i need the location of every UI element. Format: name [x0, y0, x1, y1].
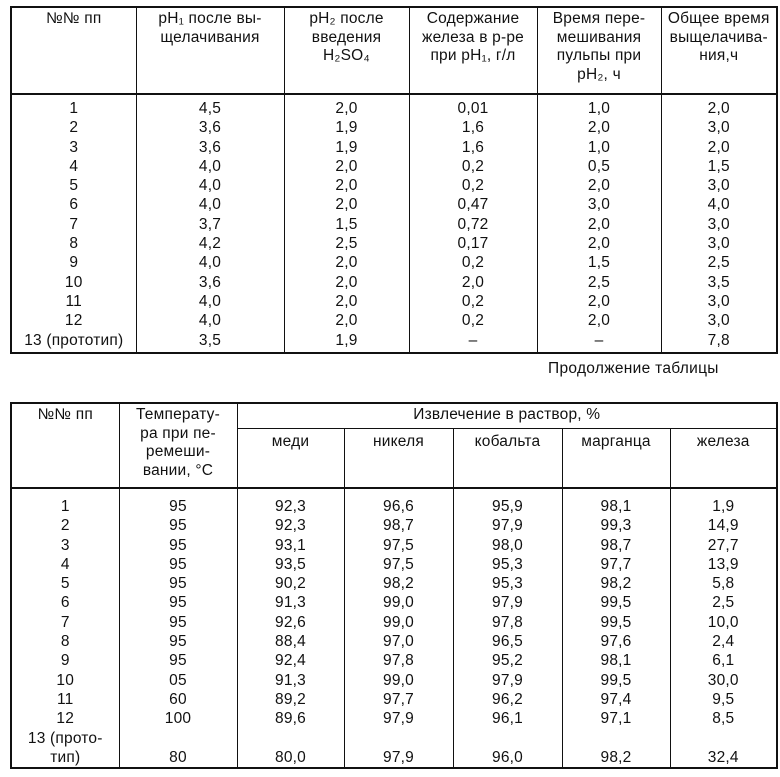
table-cell: 97,6: [562, 632, 670, 651]
table-cell: 7: [11, 215, 136, 234]
table-cell: 13 (прото- тип): [11, 729, 119, 768]
table-cell: 3,0: [661, 176, 777, 195]
header-cell-iron-content: Содержание железа в р-ре при pH₁, г/л: [409, 7, 537, 94]
table-row: [11, 234, 777, 253]
table-cell: 1,9: [284, 331, 409, 353]
table-cell: 97,9: [453, 593, 562, 612]
table-row: [11, 729, 777, 768]
table-cell: 3,6: [136, 118, 284, 137]
table-cell: 100: [119, 709, 237, 728]
table-cell: 96,5: [453, 632, 562, 651]
table-cell: 2,0: [661, 138, 777, 157]
table-cell: 14,9: [670, 516, 777, 535]
table-cell: 4,0: [136, 195, 284, 214]
table-cell: 1,9: [284, 138, 409, 157]
table-cell: 93,1: [237, 536, 344, 555]
table-cell: 05: [119, 671, 237, 690]
table-cell: 88,4: [237, 632, 344, 651]
table-cell: 7: [11, 613, 119, 632]
table-cell: 2,0: [284, 311, 409, 330]
table-cell: 6: [11, 593, 119, 612]
table-row: [11, 690, 777, 709]
table-cell: 12: [11, 311, 136, 330]
table-cell: 5: [11, 176, 136, 195]
table-cell: 2,4: [670, 632, 777, 651]
table-header-row: [11, 403, 777, 429]
table-cell: 99,0: [344, 613, 453, 632]
header-cell-manganese: марганца: [562, 429, 670, 489]
table-cell: 10,0: [670, 613, 777, 632]
table-cell: 2,0: [537, 215, 661, 234]
table-cell: 97,7: [344, 690, 453, 709]
table-cell: 2,5: [284, 234, 409, 253]
table-cell: 99,0: [344, 671, 453, 690]
leaching-parameters-table: [10, 6, 778, 354]
table-cell: 3,6: [136, 273, 284, 292]
table-cell: 2,0: [284, 253, 409, 272]
table-cell: 95: [119, 574, 237, 593]
header-cell-stirring-time: Время пере- мешивания пульпы при pH₂, ч: [537, 7, 661, 94]
table-cell: 91,3: [237, 593, 344, 612]
table-row: [11, 555, 777, 574]
table-cell: 97,9: [453, 516, 562, 535]
table-cell: 8: [11, 632, 119, 651]
table-cell: 1,0: [537, 94, 661, 118]
table-cell: 96,6: [344, 488, 453, 516]
table-row: [11, 273, 777, 292]
table-cell: 3,0: [661, 234, 777, 253]
table-cell: 95: [119, 488, 237, 516]
table-cell: 2,0: [537, 234, 661, 253]
table-cell: 4,0: [136, 292, 284, 311]
table-cell: 95: [119, 613, 237, 632]
table-cell: 12: [11, 709, 119, 728]
extraction-results-table: [10, 402, 778, 769]
table-cell: 92,4: [237, 651, 344, 670]
header-cell-nickel: никеля: [344, 429, 453, 489]
table-cell: 4,0: [136, 157, 284, 176]
table-cell: 95: [119, 593, 237, 612]
table-cell: 95: [119, 632, 237, 651]
table-row: [11, 176, 777, 195]
table-cell: 93,5: [237, 555, 344, 574]
table-cell: 2,5: [661, 253, 777, 272]
table-cell: 97,9: [344, 729, 453, 768]
table-row: [11, 632, 777, 651]
table-row: [11, 253, 777, 272]
table-cell: 1,9: [284, 118, 409, 137]
table-cell: 99,5: [562, 613, 670, 632]
table-cell: 2,0: [537, 176, 661, 195]
table-cell: 11: [11, 690, 119, 709]
table-cell: 2,0: [284, 273, 409, 292]
table-row: [11, 94, 777, 118]
table-cell: 9: [11, 651, 119, 670]
table-cell: 6,1: [670, 651, 777, 670]
table-cell: 0,2: [409, 176, 537, 195]
table-cell: 97,4: [562, 690, 670, 709]
table-cell: –: [537, 331, 661, 353]
table-cell: 3,0: [661, 292, 777, 311]
table-cell: 92,3: [237, 488, 344, 516]
table-cell: 6: [11, 195, 136, 214]
table-cell: 2,0: [284, 292, 409, 311]
table-cell: 98,1: [562, 651, 670, 670]
table-cell: 90,2: [237, 574, 344, 593]
table-cell: 2,5: [670, 593, 777, 612]
table-cell: 2,0: [284, 195, 409, 214]
table-cell: 2,0: [284, 176, 409, 195]
table-cell: 97,8: [453, 613, 562, 632]
table-cell: 3: [11, 138, 136, 157]
table-cell: 3,7: [136, 215, 284, 234]
table-cell: 3,0: [661, 215, 777, 234]
table-cell: 92,6: [237, 613, 344, 632]
table-cell: 3,0: [661, 118, 777, 137]
table-row: [11, 292, 777, 311]
table-cell: 8: [11, 234, 136, 253]
table-cell: 98,7: [344, 516, 453, 535]
table-cell: 98,2: [344, 574, 453, 593]
table-row: [11, 709, 777, 728]
table-cell: 99,5: [562, 593, 670, 612]
table-cell: 1,5: [284, 215, 409, 234]
table-cell: 95,2: [453, 651, 562, 670]
table-row: [11, 311, 777, 330]
table-cell: 2: [11, 118, 136, 137]
table-cell: 10: [11, 671, 119, 690]
table-cell: 97,5: [344, 555, 453, 574]
table-cell: 99,5: [562, 671, 670, 690]
table-cell: 2,0: [661, 94, 777, 118]
table-cell: 9: [11, 253, 136, 272]
table-cell: 95,3: [453, 574, 562, 593]
table-cell: 97,5: [344, 536, 453, 555]
table-cell: 1,6: [409, 138, 537, 157]
table-cell: 8,5: [670, 709, 777, 728]
table-cell: 99,0: [344, 593, 453, 612]
table-cell: –: [409, 331, 537, 353]
table-cell: 2,5: [537, 273, 661, 292]
table-cell: 3,0: [537, 195, 661, 214]
table-cell: 10: [11, 273, 136, 292]
table-cell: 1: [11, 94, 136, 118]
table-cell: 1,9: [670, 488, 777, 516]
table-cell: 80: [119, 729, 237, 768]
table-cell: 1: [11, 488, 119, 516]
table-cell: 2,0: [284, 157, 409, 176]
table-cell: 89,6: [237, 709, 344, 728]
table-cell: 4,5: [136, 94, 284, 118]
table-cell: 2,0: [409, 273, 537, 292]
table-cell: 95,3: [453, 555, 562, 574]
header-cell-iron: железа: [670, 429, 777, 489]
table-cell: 13,9: [670, 555, 777, 574]
table-cell: 4,0: [136, 176, 284, 195]
table-row: [11, 574, 777, 593]
table-cell: 98,2: [562, 574, 670, 593]
table-cell: 0,2: [409, 157, 537, 176]
table-cell: 3,0: [661, 311, 777, 330]
table-cell: 3,6: [136, 138, 284, 157]
table-cell: 0,2: [409, 311, 537, 330]
table-cell: 3,5: [661, 273, 777, 292]
table-cell: 5,8: [670, 574, 777, 593]
header-cell-ph1: pH₁ после вы- щелачивания: [136, 7, 284, 94]
table-row: [11, 118, 777, 137]
header-cell-copper: меди: [237, 429, 344, 489]
table-cell: 98,1: [562, 488, 670, 516]
table-row: [11, 157, 777, 176]
table-cell: 92,3: [237, 516, 344, 535]
table-row: [11, 331, 777, 353]
table-row: [11, 488, 777, 516]
table-cell: 95: [119, 651, 237, 670]
table-cell: 2,0: [537, 292, 661, 311]
table-row: [11, 593, 777, 612]
table-row: [11, 195, 777, 214]
table-cell: 97,8: [344, 651, 453, 670]
table-cell: 4: [11, 157, 136, 176]
table-cell: 27,7: [670, 536, 777, 555]
table-cell: 97,1: [562, 709, 670, 728]
table-cell: 2,0: [537, 118, 661, 137]
table-cell: 95,9: [453, 488, 562, 516]
table-cell: 1,0: [537, 138, 661, 157]
table-cell: 0,47: [409, 195, 537, 214]
table-cell: 0,17: [409, 234, 537, 253]
header-cell-extraction-group: Извлечение в раствор, %: [237, 403, 777, 429]
table-cell: 3: [11, 536, 119, 555]
header-cell-total-time: Общее время выщелачива- ния,ч: [661, 7, 777, 94]
table-cell: 97,7: [562, 555, 670, 574]
table-cell: 95: [119, 516, 237, 535]
table-cell: 97,0: [344, 632, 453, 651]
table-cell: 4,0: [136, 311, 284, 330]
table-cell: 98,2: [562, 729, 670, 768]
table-cell: 9,5: [670, 690, 777, 709]
table-cell: 0,72: [409, 215, 537, 234]
table-cell: 99,3: [562, 516, 670, 535]
header-cell-ph2: pH₂ после введения H₂SO₄: [284, 7, 409, 94]
table-cell: 91,3: [237, 671, 344, 690]
table-row: [11, 671, 777, 690]
table-row: [11, 613, 777, 632]
table-cell: 96,1: [453, 709, 562, 728]
table-cell: 2: [11, 516, 119, 535]
table-cell: 97,9: [344, 709, 453, 728]
table-row: [11, 138, 777, 157]
table-cell: 2,0: [284, 94, 409, 118]
table-cell: 11: [11, 292, 136, 311]
header-cell-temperature: Температу- ра при пе- ремеши- вании, °С: [119, 403, 237, 488]
table-cell: 4,0: [661, 195, 777, 214]
table-cell: 30,0: [670, 671, 777, 690]
table-cell: 4,0: [136, 253, 284, 272]
table-cell: 2,0: [537, 311, 661, 330]
table-cell: 0,2: [409, 253, 537, 272]
table-cell: 80,0: [237, 729, 344, 768]
table-cell: 0,01: [409, 94, 537, 118]
table-row: [11, 651, 777, 670]
table-cell: 13 (прототип): [11, 331, 136, 353]
table-row: [11, 516, 777, 535]
table-cell: 95: [119, 555, 237, 574]
table-cell: 96,2: [453, 690, 562, 709]
table-cell: 5: [11, 574, 119, 593]
table-cell: 1,5: [537, 253, 661, 272]
header-cell-number: №№ пп: [11, 7, 136, 94]
table-cell: 3,5: [136, 331, 284, 353]
table-cell: 89,2: [237, 690, 344, 709]
table-cell: 7,8: [661, 331, 777, 353]
table-cell: 98,7: [562, 536, 670, 555]
table-cell: 96,0: [453, 729, 562, 768]
table-cell: 0,5: [537, 157, 661, 176]
table-header-row: [11, 7, 777, 94]
table-cell: 4: [11, 555, 119, 574]
table-continuation-caption: Продолжение таблицы: [548, 360, 719, 377]
table-row: [11, 536, 777, 555]
table-row: [11, 215, 777, 234]
header-cell-number: №№ пп: [11, 403, 119, 488]
table-cell: 32,4: [670, 729, 777, 768]
table-cell: 1,6: [409, 118, 537, 137]
table-cell: 1,5: [661, 157, 777, 176]
table-cell: 60: [119, 690, 237, 709]
table-cell: 95: [119, 536, 237, 555]
header-cell-cobalt: кобальта: [453, 429, 562, 489]
table-cell: 0,2: [409, 292, 537, 311]
table-cell: 97,9: [453, 671, 562, 690]
table-cell: 98,0: [453, 536, 562, 555]
table-cell: 4,2: [136, 234, 284, 253]
